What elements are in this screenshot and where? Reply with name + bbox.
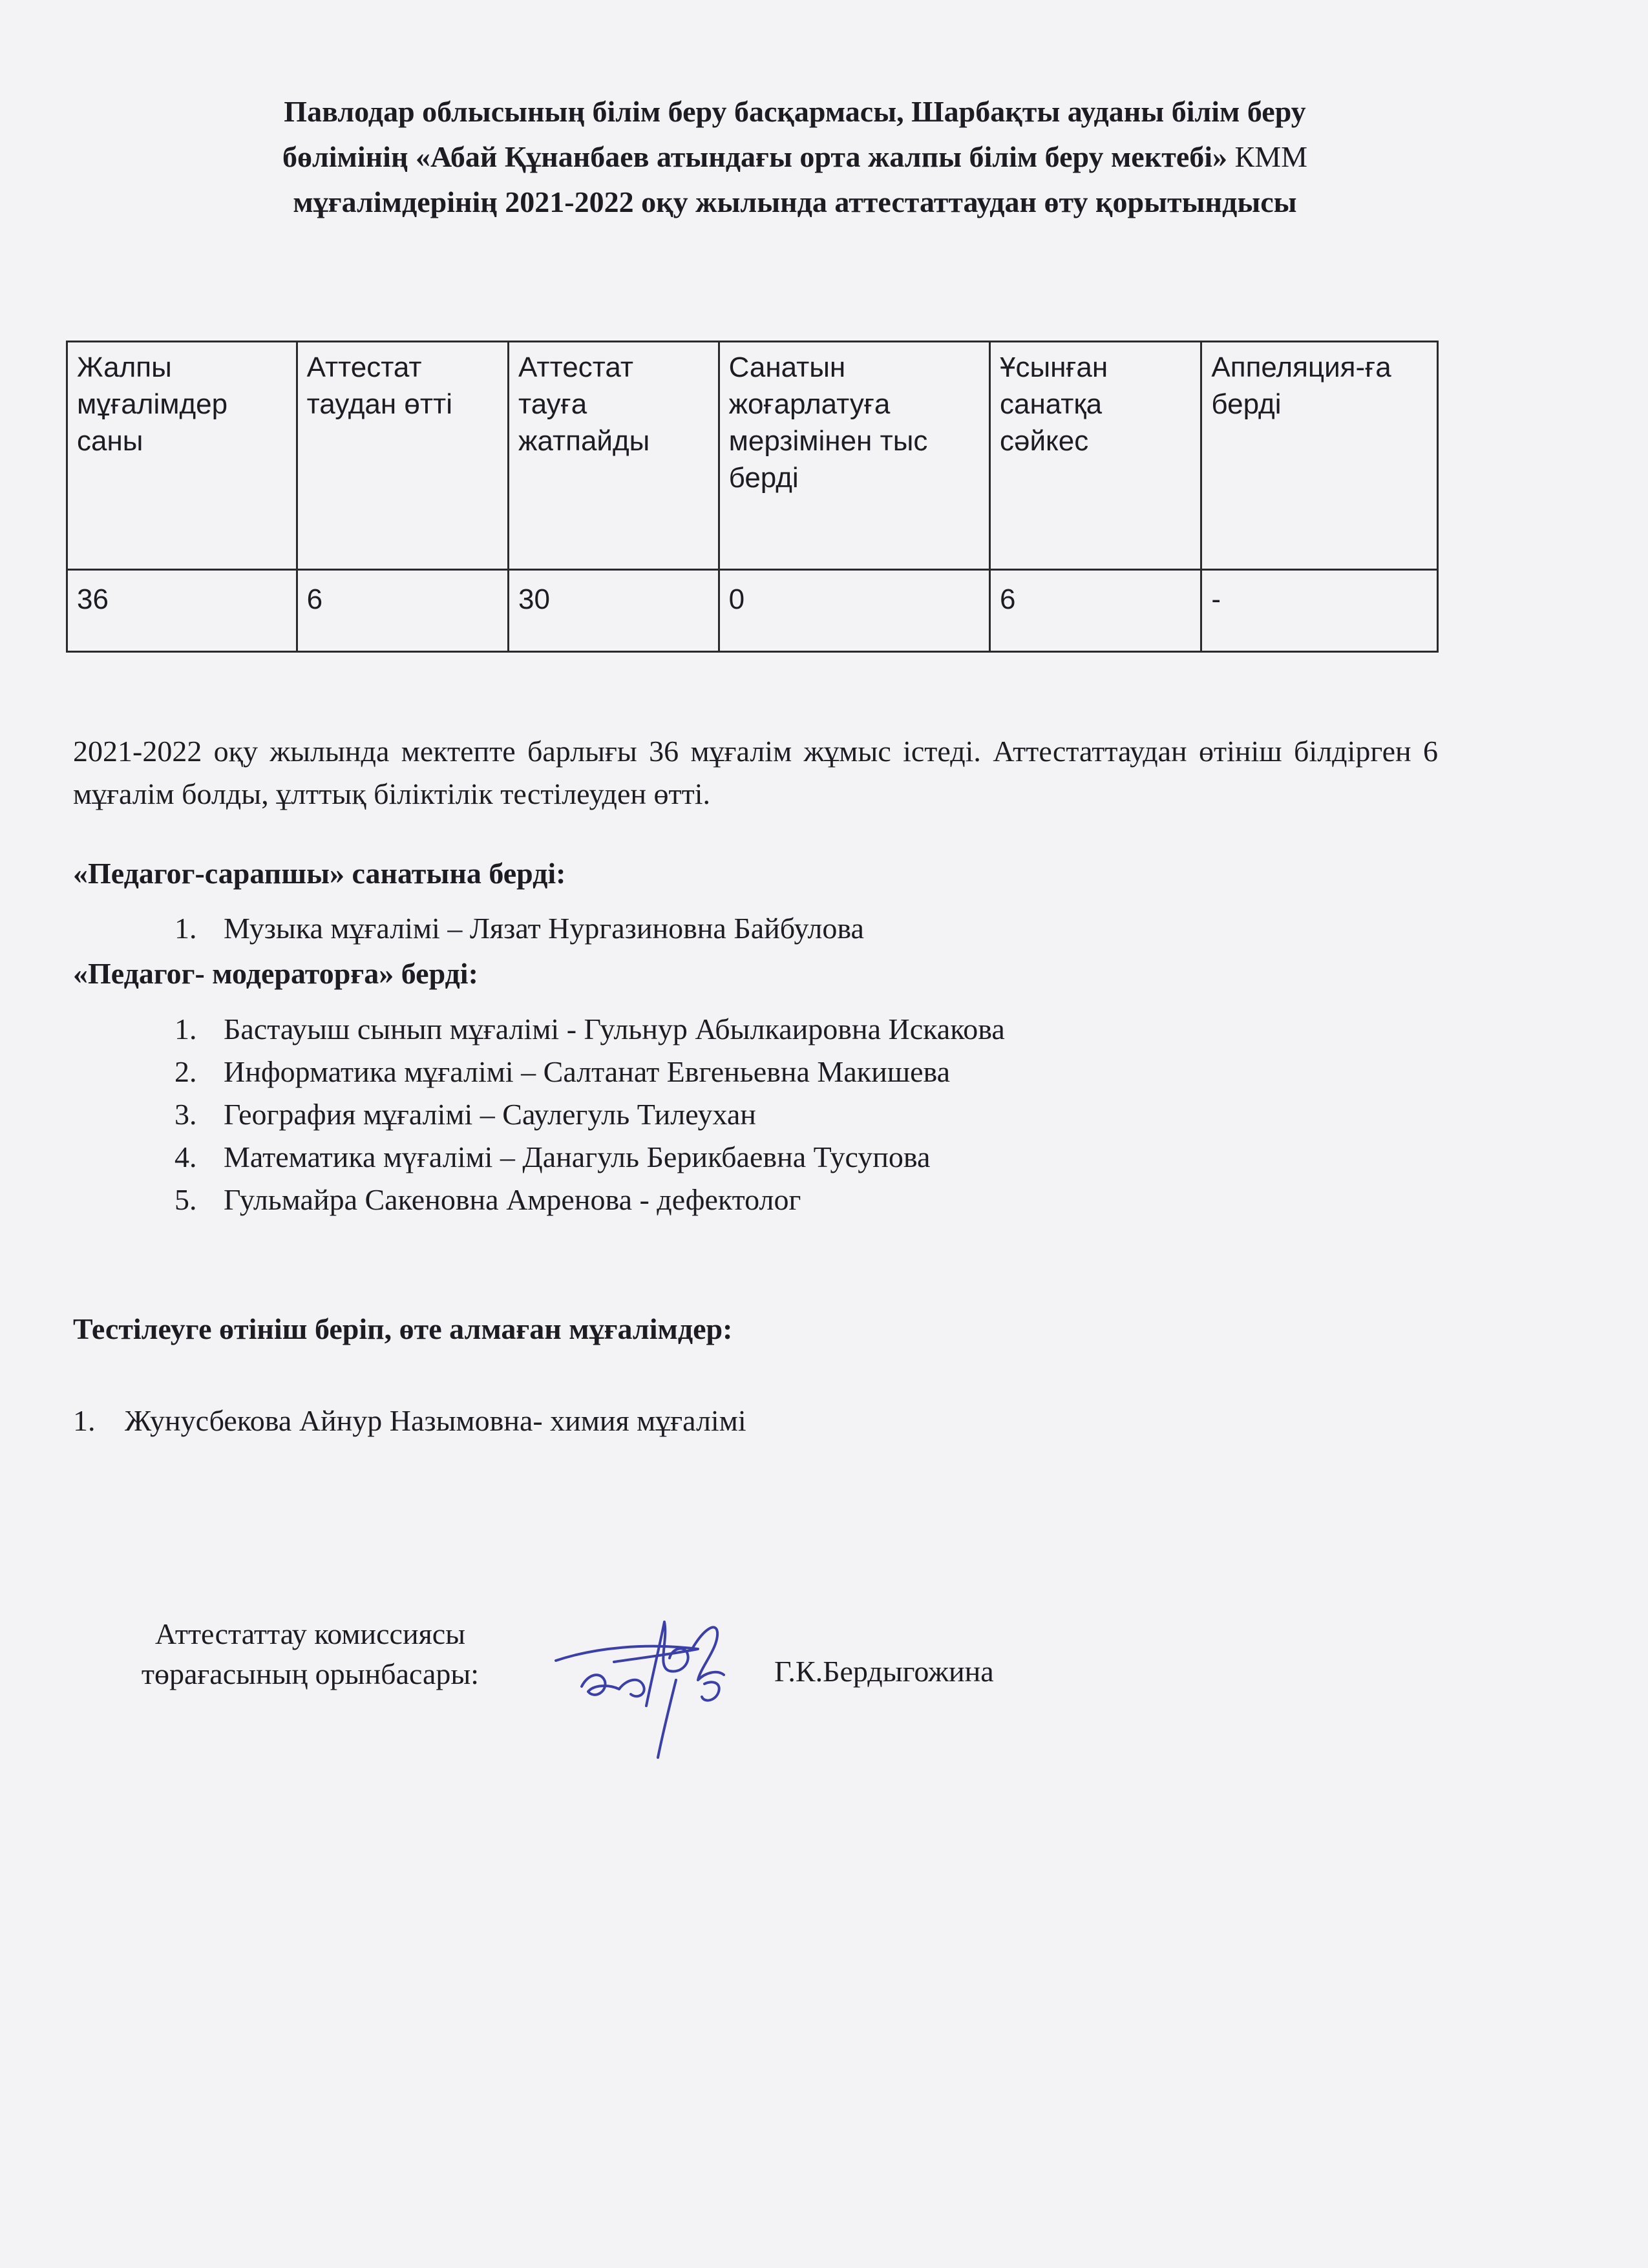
title-line-2 [71, 134, 1519, 180]
list-item: 1. Музыка мұғалімі – Лязат Нургазиновна Байбулова [174, 912, 864, 945]
expert-heading: «Педагог-сарапшы» санатына берді: [73, 857, 566, 890]
list-item: 1. Бастауыш сынып мұғалімі - Гульнур Абылкаировна Искакова [174, 1013, 1005, 1045]
title-line-1: Павлодар облысының білім беру басқармасы, Шарбақты ауданы білім беру [284, 95, 1306, 128]
title-line-2-normal: КММ [1227, 140, 1308, 173]
failed-heading: Тестілеуге өтініш беріп, өте алмаған мұғалімдер: [73, 1312, 733, 1345]
table-row [67, 570, 1438, 652]
title-line-2-bold: бөлімінің «Абай Құнанбаев атындағы орта жалпы білім беру мектебі» [282, 140, 1228, 173]
header-passed: Аттестат таудан өтті [297, 342, 508, 570]
header-total-teachers: Жалпы мұғалімдер саны [67, 342, 297, 570]
moderator-item-text: Бастауыш сынып мұғалімі - Гульнур Абылкаировна Искакова [224, 1013, 1005, 1045]
cell-matches-proposed: 6 [989, 570, 1201, 652]
cell-passed: 6 [297, 570, 508, 652]
moderator-item-text: Гульмайра Сакеновна Амренова - дефектолог [224, 1183, 801, 1216]
header-not-subject: Аттестат тауға жатпайды [509, 342, 719, 570]
document-title [71, 89, 1519, 225]
list-item: 2. Информатика мұғалімі – Салтанат Евгеньевна Макишева [174, 1055, 951, 1088]
signature-label-line-2: төрағасының орынбасары: [141, 1657, 480, 1690]
moderator-list [174, 1008, 1005, 1221]
failed-item-text: Жунусбекова Айнур Назымовна- химия мұғалімі [125, 1404, 746, 1437]
header-appeal: Аппеляция-ға берді [1201, 342, 1438, 570]
cell-not-subject: 30 [509, 570, 719, 652]
moderator-item-text: География мұғалімі – Саулегуль Тилеухан [224, 1098, 756, 1131]
cell-total-teachers: 36 [67, 570, 297, 652]
cell-early-promotion: 0 [719, 570, 989, 652]
table-header-row [67, 342, 1438, 570]
list-item: 1. Жунусбекова Айнур Назымовна- химия мұғалімі [73, 1404, 746, 1437]
summary-paragraph: 2021-2022 оқу жылында мектепте барлығы 36 мұғалім жұмыс істеді. Аттестаттаудан өтініш білдірген 6 мұғалім болды, ұлттық біліктілік тестілеуден өтті. [73, 735, 1438, 810]
header-early-promotion: Санатын жоғарлатуға мерзімінен тыс берді [719, 342, 989, 570]
attestation-table [66, 341, 1439, 653]
signature-label-line-1: Аттестаттау комиссиясы [154, 1617, 466, 1650]
signature-label [84, 1614, 536, 1694]
expert-list [174, 907, 864, 950]
expert-item-text: Музыка мұғалімі – Лязат Нургазиновна Байбулова [224, 912, 864, 945]
list-item: 4. Математика мүғалімі – Данагуль Берикбаевна Тусупова [174, 1140, 931, 1173]
moderator-heading: «Педагог- модераторға» берді: [73, 957, 478, 990]
header-matches-proposed: Ұсынған санатқа сәйкес [989, 342, 1201, 570]
moderator-item-text: Математика мүғалімі – Данагуль Берикбаевна Тусупова [224, 1140, 931, 1173]
signatory-name: Г.К.Бердыгожина [774, 1655, 994, 1688]
title-line-3: мұғалімдерінің 2021-2022 оқу жылында аттестаттаудан өту қорытындысы [293, 185, 1297, 218]
list-item: 3. География мұғалімі – Саулегуль Тилеухан [174, 1098, 756, 1131]
cell-appeal: - [1201, 570, 1438, 652]
handwritten-signature [543, 1609, 763, 1770]
list-item: 5. Гульмайра Сакеновна Амренова - дефектолог [174, 1183, 801, 1216]
moderator-item-text: Информатика мұғалімі – Салтанат Евгеньевна Макишева [224, 1055, 951, 1088]
